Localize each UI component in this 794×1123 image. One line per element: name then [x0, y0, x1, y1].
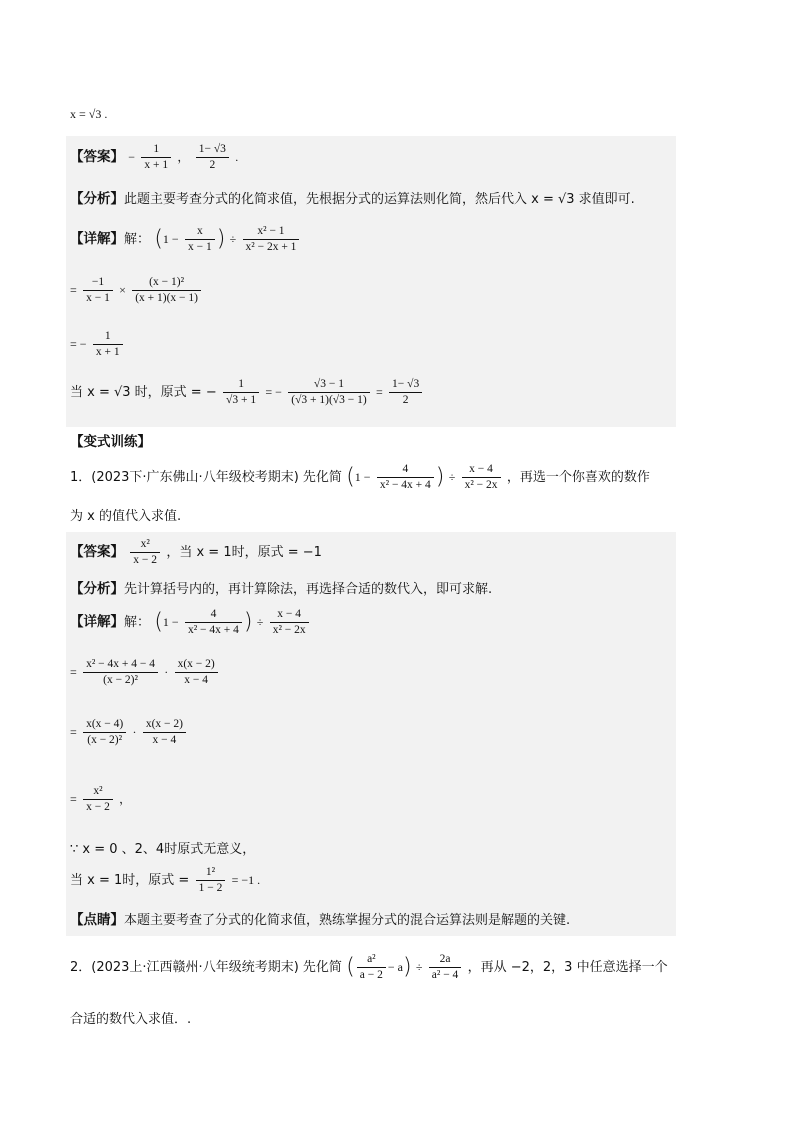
q1-detail-row-3: = $\frac{x(x - 4)}{\text{(x − 2)²}}$ · $\frac{x(x - 2)}{x - 4}$	[70, 718, 188, 747]
q1-detail-row-6: 当 x = 1时，原式 = $\frac{\text{1²}}{1 - 2}$ = −1 .	[70, 866, 261, 894]
analysis-label: 【分析】	[70, 191, 124, 207]
question-2-line-1: 2．(2023上·江西赣州·八年级统考期末) 先化简 ( $\frac{\text{a²}}{a - 2}$ − a) ÷ $\frac{2a}{\text{a² − 4}}$ ，再从 −2，2，3 中任意选择一个	[70, 953, 668, 981]
answer-fraction-a: $\frac{1}{x + 1}$	[141, 143, 171, 172]
question-1-line-1: 1．(2023下·广东佛山·八年级校考期末) 先化简 (1 − $\frac{4}{\text{x² − 4x + 4}}$ ) ÷ $\frac{x - 4}{\text{x² − 2x}}$ ，再选一个你喜欢的数作	[70, 463, 650, 491]
q1-comment-row: 【点睛】本题主要考查了分式的化简求值，熟练掌握分式的混合运算法则是解题的关键.	[70, 912, 571, 928]
carryover-expression: x = √3 .	[70, 107, 108, 121]
q1-answer-row: 【答案】 $\frac{\text{x²}}{x - 2}$ ，当 x = 1时，原式 = −1	[70, 538, 322, 566]
q1-detail-row-1: 【详解】解： (1 − $\frac{4}{\text{x² − 4x + 4}}$ ) ÷ $\frac{x - 4}{\text{x² − 2x}}$	[70, 608, 311, 637]
analysis-row	[70, 193, 635, 207]
answer-fraction-b: $\frac{1- √3}{2}$	[196, 143, 229, 172]
q1-analysis-row: 【分析】先计算括号内的，再计算除法，再选择合适的数代入，即可求解.	[70, 581, 493, 597]
answer-row: 【答案】 − $\frac{1}{x + 1}$ ， $\frac{1- √3}{2}$ .	[70, 143, 239, 171]
q1-detail-row-2: = $\frac{\text{x² − 4x + 4 − 4}}{\text{(x − 2)²}}$ · $\frac{x(x - 2)}{x - 4}$	[70, 658, 220, 687]
question-2-line-2: 合适的数代入求值．.	[70, 1012, 192, 1027]
section-title: 【变式训练】	[70, 434, 151, 450]
q1-detail-row-5: ∵ x = 0 、2、4时原式无意义，	[70, 842, 256, 857]
detail-row-3: = − $\frac{1}{x + 1}$	[70, 330, 125, 359]
answer-label: 【答案】	[70, 149, 124, 166]
detail-row-4: 当 x = √3 时，原式 = − $\frac{1}{√3 + 1}$ = − $\frac{√3 - 1}{(√3 + 1)(√3 - 1)}$ = $\frac{1- √3}{2}$	[70, 378, 424, 407]
question-1-line-2: 为 x 的值代入求值.	[70, 509, 182, 524]
detail-row-2: = $\frac{-1}{x - 1}$ × $\frac{\text{(x − 1)²}}{(x + 1)(x - 1)}$	[70, 276, 203, 305]
q1-detail-row-4: = $\frac{\text{x²}}{x - 2}$ ，	[70, 785, 132, 813]
detail-label: 【详解】	[70, 231, 124, 248]
detail-row-1: 【详解】解： (1 − $\frac{x}{x - 1}$ ) ÷ $\frac{\text{x² − 1}}{\text{x² − 2x + 1}}$	[70, 225, 301, 254]
analysis-text: 此题主要考查分式的化简求值，先根据分式的运算法则化简，然后代入 x = √3 求值即可.	[124, 192, 635, 207]
